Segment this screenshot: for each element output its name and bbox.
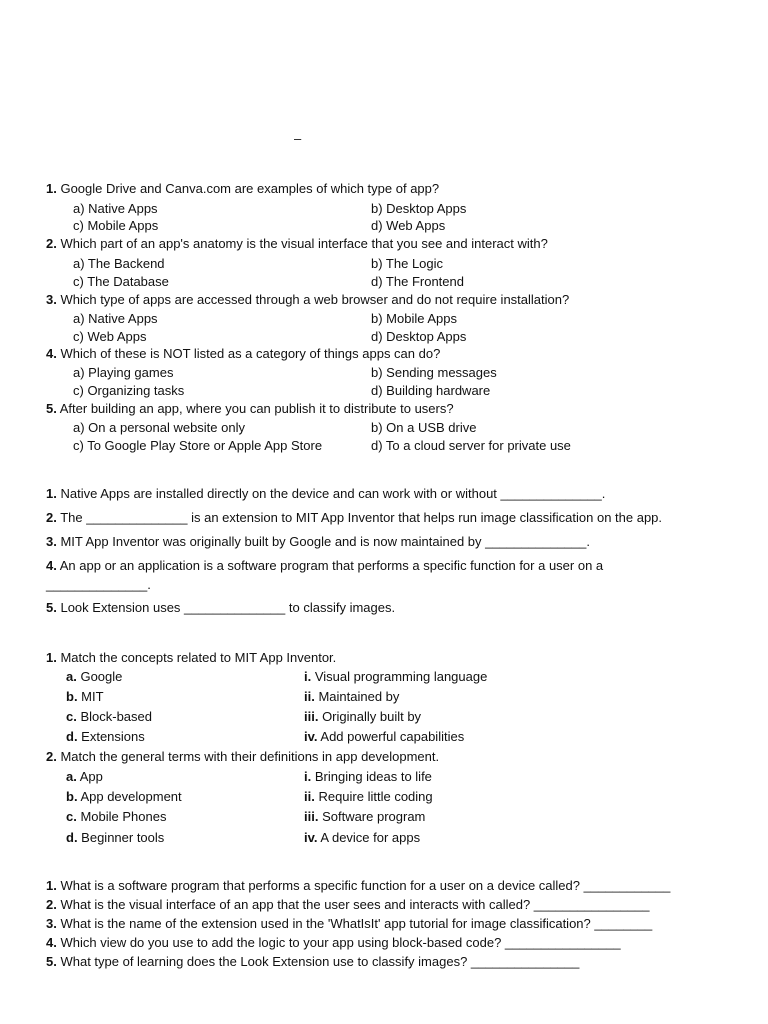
question-text: What is the visual interface of an app that the user sees and interacts with called? [60,897,534,912]
question-number: 5. [46,600,57,615]
answer-blank[interactable]: ____________ [583,878,671,893]
fill-item-4 [46,559,603,573]
mcq-question-5 [46,402,454,416]
match-right-item: i. Bringing ideas to life [304,769,432,784]
mcq-question-4 [46,347,440,361]
question-text: Which of these is NOT listed as a category of things apps can do? [60,346,441,361]
short-question-5 [46,955,579,969]
mcq-option: a) Playing games [73,365,174,380]
mcq-question-2 [46,237,548,251]
question-text: What is a software program that performs a specific function for a user on a device called? [60,878,584,893]
match-right-item: iii. Originally built by [304,709,422,724]
match-question-1 [46,651,336,665]
answer-blank[interactable]: ________ [594,916,653,931]
mcq-option: c) Organizing tasks [73,383,185,398]
question-number: 2. [46,510,57,525]
mcq-option: b) The Logic [371,256,444,271]
mcq-question-1 [46,182,439,196]
fill-item-1 [46,487,605,501]
question-number: 1. [46,486,57,501]
fill-item-4-continued [46,578,151,592]
mcq-question-3 [46,293,569,307]
question-text: After building an app, where you can publish it to distribute to users? [59,401,454,416]
mcq-option: d) Building hardware [371,383,491,398]
match-left-item: d. Beginner tools [66,830,165,845]
question-number: 2. [46,897,57,912]
question-text: Which type of apps are accessed through a web browser and do not require installation? [60,292,570,307]
question-number: 1. [46,181,57,196]
mcq-option: b) On a USB drive [371,420,477,435]
match-right-item: iv. A device for apps [304,830,421,845]
mcq-option: d) Web Apps [371,218,446,233]
question-text: What is the name of the extension used in the 'WhatIsIt' app tutorial for image classification? [60,916,595,931]
answer-blank[interactable]: ______________ [485,534,587,549]
question-text-end: . [586,534,590,549]
question-text: An app or an application is a software program that performs a specific function for a user on a [59,558,604,573]
question-number: 3. [46,916,57,931]
match-left-item: d. Extensions [66,729,145,744]
question-text-end: . [601,486,606,501]
question-text: What type of learning does the Look Extension use to classify images? [60,954,471,969]
short-question-1 [46,879,670,893]
question-text: Which view do you use to add the logic to your app using block-based code? [60,935,505,950]
answer-blank[interactable]: ______________ [46,577,148,592]
fill-item-2 [46,511,662,525]
header-dash: – [294,131,302,146]
question-text-end: . [147,577,151,592]
mcq-option: c) The Database [73,274,169,289]
mcq-option: c) To Google Play Store or Apple App Store [73,438,323,453]
match-right-item: iii. Software program [304,809,426,824]
question-number: 1. [46,650,57,665]
question-text: Native Apps are installed directly on the device and can work with or without [60,486,501,501]
short-question-4 [46,936,621,950]
match-right-item: i. Visual programming language [304,669,488,684]
answer-blank[interactable]: ________________ [533,897,650,912]
fill-item-3 [46,535,590,549]
question-text: Look Extension uses [60,600,185,615]
question-text: Match the concepts related to MIT App Inventor. [60,650,337,665]
question-number: 3. [46,292,57,307]
match-right-item: ii. Maintained by [304,689,400,704]
question-text-end: is an extension to MIT App Inventor that helps run image classification on the app. [187,510,663,525]
match-left-item: c. Mobile Phones [66,809,167,824]
question-number: 4. [46,558,57,573]
question-text: MIT App Inventor was originally built by Google and is now maintained by [60,534,486,549]
fill-item-5 [46,601,395,615]
answer-blank[interactable]: ______________ [184,600,286,615]
mcq-option: a) Native Apps [73,201,158,216]
mcq-option: a) The Backend [73,256,165,271]
answer-blank[interactable]: _______________ [470,954,580,969]
match-left-item: c. Block-based [66,709,152,724]
question-text: Match the general terms with their definitions in app development. [60,749,440,764]
match-right-item: iv. Add powerful capabilities [304,729,465,744]
match-left-item: b. App development [66,789,182,804]
mcq-option: c) Mobile Apps [73,218,159,233]
mcq-option: b) Mobile Apps [371,311,457,326]
question-text: Which part of an app's anatomy is the visual interface that you see and interact with? [60,236,548,251]
match-left-item: b. MIT [66,689,104,704]
question-number: 4. [46,935,57,950]
match-question-2 [46,750,439,764]
mcq-option: b) Desktop Apps [371,201,467,216]
mcq-option: a) Native Apps [73,311,158,326]
match-left-item: a. App [66,769,103,784]
question-number: 4. [46,346,57,361]
question-number: 2. [46,236,57,251]
question-number: 2. [46,749,57,764]
question-text: The [60,510,87,525]
mcq-option: d) The Frontend [371,274,464,289]
match-right-item: ii. Require little coding [304,789,433,804]
answer-blank[interactable]: ______________ [86,510,188,525]
mcq-option: c) Web Apps [73,329,147,344]
mcq-option: a) On a personal website only [73,420,245,435]
short-question-3 [46,917,652,931]
question-number: 5. [46,954,57,969]
answer-blank[interactable]: ______________ [500,486,602,501]
question-text: Google Drive and Canva.com are examples of which type of app? [60,181,440,196]
question-number: 1. [46,878,57,893]
short-question-2 [46,898,649,912]
question-number: 5. [46,401,57,416]
mcq-option: d) Desktop Apps [371,329,467,344]
mcq-option: d) To a cloud server for private use [371,438,571,453]
answer-blank[interactable]: ________________ [504,935,621,950]
question-number: 3. [46,534,57,549]
question-text-end: to classify images. [285,600,396,615]
mcq-option: b) Sending messages [371,365,497,380]
match-left-item: a. Google [66,669,123,684]
